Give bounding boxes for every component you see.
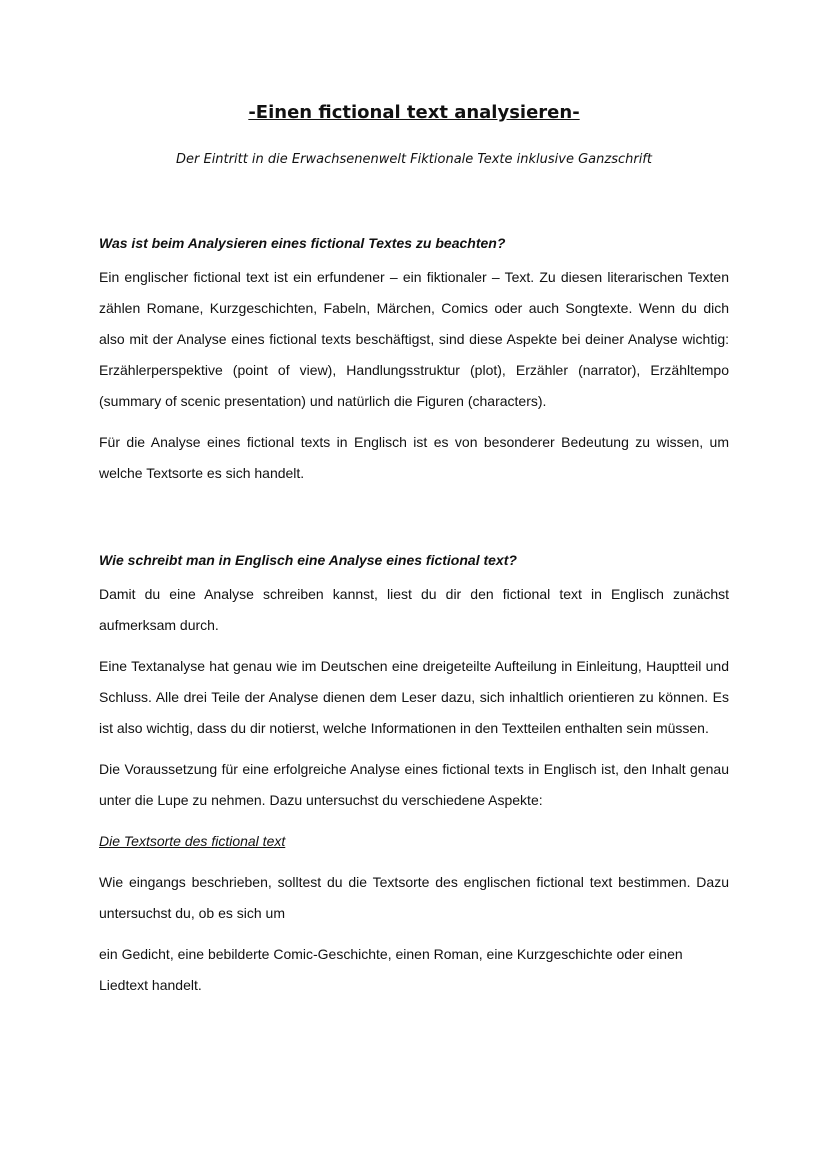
section-heading-considerations: Was ist beim Analysieren eines fictional Textes zu beachten? bbox=[99, 235, 506, 251]
section-spacer bbox=[99, 499, 729, 551]
subheading-text-type: Die Textsorte des fictional text bbox=[99, 833, 286, 849]
paragraph: Eine Textanalyse hat genau wie im Deutschen eine dreigeteilte Aufteilung in Einleitung, Hauptteil und Schluss. Alle drei Teile der Analyse dienen dem Leser dazu, sich inhaltlich orientieren zu können. Es ist also wichtig, dass du dir notierst, welche Informationen in den Textteilen enthalten sein müssen. bbox=[99, 658, 729, 736]
paragraph: Wie eingangs beschrieben, solltest du die Textsorte des englischen fictional text bestimmen. Dazu untersuchst du, ob es sich um bbox=[99, 874, 729, 921]
document-body bbox=[99, 234, 729, 1011]
paragraph: Die Voraussetzung für eine erfolgreiche Analyse eines fictional texts in Englisch ist, den Inhalt genau unter die Lupe zu nehmen. Dazu untersuchst du verschiedene Aspekte: bbox=[99, 761, 729, 808]
document-subtitle: Der Eintritt in die Erwachsenenwelt Fiktionale Texte inklusive Ganzschrift bbox=[176, 152, 652, 167]
paragraph: ein Gedicht, eine bebilderte Comic-Geschichte, einen Roman, eine Kurzgeschichte oder einen Liedtext handelt. bbox=[99, 946, 683, 993]
paragraph: Ein englischer fictional text ist ein erfundener – ein fiktionaler – Text. Zu diesen literarischen Texten zählen Romane, Kurzgeschichten, Fabeln, Märchen, Comics oder auch Songtexte. Wenn du dich also mit der Analyse eines fictional texts beschäftigst, sind diese Aspekte bei deiner Analyse wichtig: Erzählerperspektive (point of view), Handlungsstruktur (plot), Erzähler (narrator), Erzähltempo (summary of scenic presentation) und natürlich die Figuren (characters). bbox=[99, 269, 729, 409]
section-heading-how-to-write: Wie schreibt man in Englisch eine Analyse eines fictional text? bbox=[99, 552, 517, 568]
paragraph: Für die Analyse eines fictional texts in Englisch ist es von besonderer Bedeutung zu wissen, um welche Textsorte es sich handelt. bbox=[99, 434, 729, 481]
document-title: -Einen fictional text analysieren- bbox=[248, 102, 580, 123]
paragraph: Damit du eine Analyse schreiben kannst, liest du dir den fictional text in Englisch zunächst aufmerksam durch. bbox=[99, 586, 729, 633]
